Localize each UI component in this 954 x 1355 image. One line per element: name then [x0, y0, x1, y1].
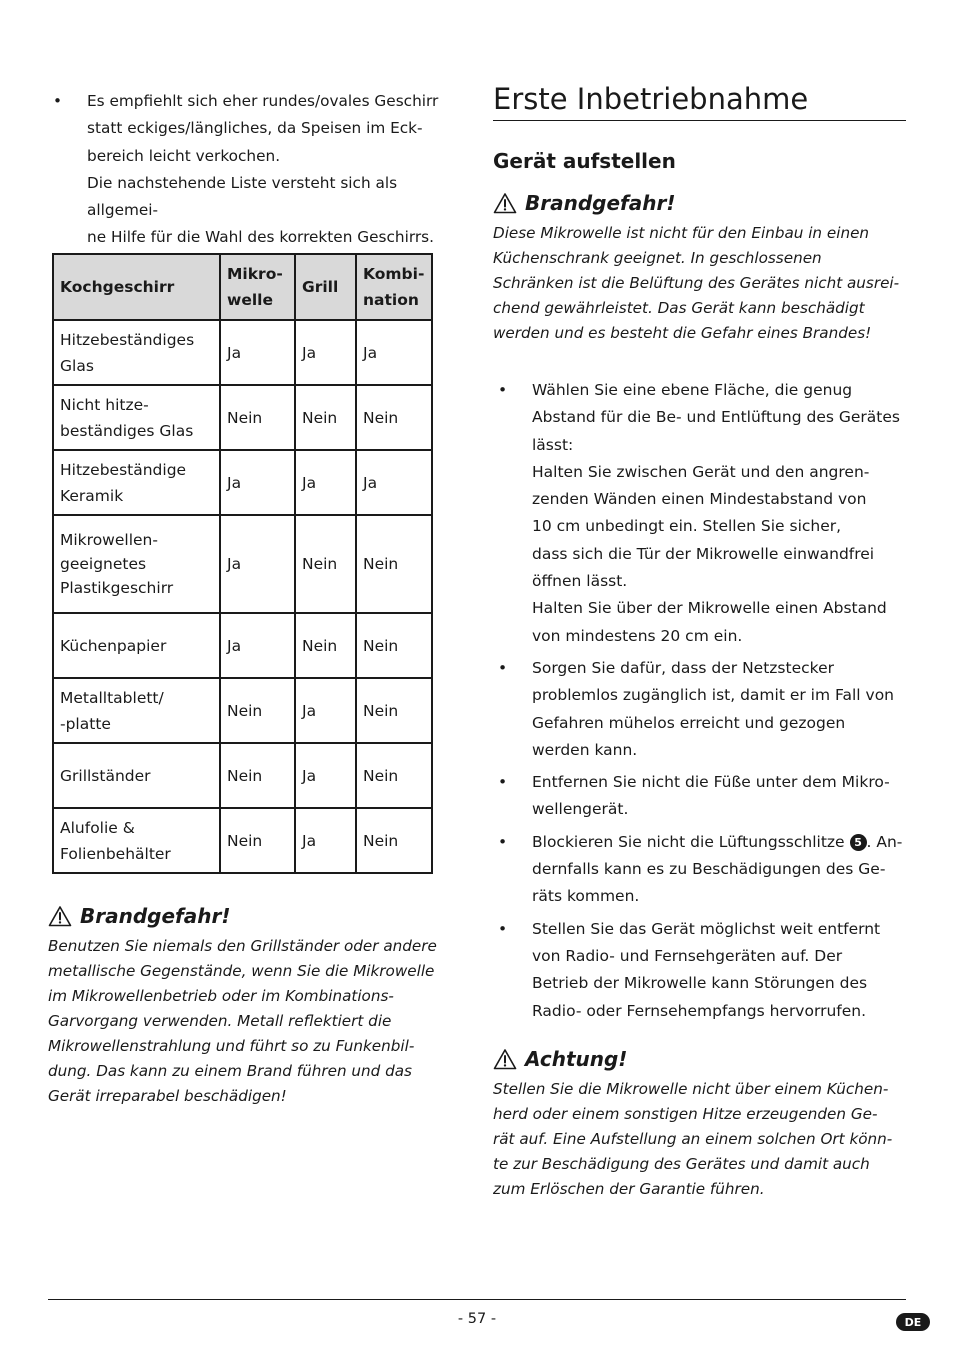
fire-warning-left [48, 904, 462, 1109]
list-item: • Blockieren Sie nicht die Lüftungsschlitze 5 . An- dernfalls kann es zu Beschädigungen des Ge- räts kommen. [493, 829, 906, 911]
table-row [53, 808, 432, 873]
cell-mikrowelle: Nein [220, 385, 295, 450]
advice-line: bereich leicht verkochen. [87, 146, 281, 165]
cell-grill: Nein [295, 613, 356, 678]
cell-mikrowelle: Ja [220, 515, 295, 613]
cell-kombi: Nein [356, 808, 432, 873]
page-title: Erste Inbetriebnahme [493, 82, 809, 116]
cell-grill: Ja [295, 450, 356, 515]
advice-line: statt eckiges/längliches, da Speisen im Eck- [87, 119, 423, 138]
warning-text: Benutzen Sie niemals den Grillständer oder andere metallische Gegenstände, wenn Sie die Mikrowelle im Mikrowellenbetrieb oder im Kombinations- Garvorgang verwenden. Metall reflektiert die Mikrowellenstrahlung und führt so zu Funkenbil- dung. Das kann zu einem Brand führen und das Gerät irreparabel beschädigen! [48, 937, 437, 1105]
cookware-table [52, 253, 433, 874]
cell-name: Alufolie & Folienbehälter [53, 808, 220, 873]
warning-text: Diese Mikrowelle ist nicht für den Einbau in einen Küchenschrank geeignet. In geschlossenen Schränken ist die Belüftung des Gerätes nicht ausrei- chend gewährleistet. Das Gerät kann beschädigt werden und es besteht die Gefahr eines Brandes! [493, 224, 900, 342]
table-row [53, 515, 432, 613]
warning-heading: Brandgefahr! [493, 191, 906, 215]
list-item: • Wählen Sie eine ebene Fläche, die genug Abstand für die Be- und Entlüftung des Gerätes lässt: Halten Sie zwischen Gerät und den angren- zenden Wänden einen Mindestabstand von 10 cm unbedingt ein. Stellen Sie sicher, dass sich die Tür der Mikrowelle einwandfrei öffnen lässt. Halten Sie über der Mikrowelle einen Abstand von mindestens 20 cm ein. [493, 377, 906, 650]
setup-instructions-list [493, 377, 906, 1025]
header-kochgeschirr: Kochgeschirr [53, 254, 220, 320]
cell-name: Grillständer [53, 743, 220, 808]
right-column [493, 78, 906, 1202]
cell-mikrowelle: Nein [220, 678, 295, 743]
title-rule [493, 120, 906, 121]
cell-kombi: Nein [356, 613, 432, 678]
cell-grill: Ja [295, 678, 356, 743]
cell-grill: Ja [295, 743, 356, 808]
warning-triangle-icon [493, 192, 517, 214]
list-item: • Stellen Sie das Gerät möglichst weit entfernt von Radio- und Fernsehgeräten auf. Der Betrieb der Mikrowelle kann Störungen des Radio- oder Fernsehempfangs hervorrufen. [493, 916, 906, 1025]
cell-kombi: Nein [356, 385, 432, 450]
warning-triangle-icon [493, 1048, 517, 1070]
cell-kombi: Ja [356, 450, 432, 515]
cell-name: Nicht hitze- beständiges Glas [53, 385, 220, 450]
cell-name: Küchenpapier [53, 613, 220, 678]
cell-grill: Ja [295, 320, 356, 385]
cell-mikrowelle: Nein [220, 743, 295, 808]
cell-grill: Nein [295, 515, 356, 613]
table-header-row [53, 254, 432, 320]
cell-kombi: Ja [356, 320, 432, 385]
cell-name: Hitzebeständige Keramik [53, 450, 220, 515]
table-row [53, 613, 432, 678]
tableware-advice-list [48, 88, 462, 252]
list-item [48, 88, 462, 252]
table-row [53, 678, 432, 743]
table-row [53, 320, 432, 385]
footer-rule [48, 1299, 906, 1300]
warning-heading: Brandgefahr! [48, 904, 462, 928]
cell-kombi: Nein [356, 515, 432, 613]
left-column [48, 88, 462, 1105]
warning-text: Stellen Sie die Mikrowelle nicht über einem Küchen- herd oder einem sonstigen Hitze erzeugenden Ge- rät auf. Eine Aufstellung an einem solchen Ort könn- te zur Beschädigung des Gerätes und damit auch zum Erlöschen der Garantie führen. [493, 1079, 893, 1198]
cell-grill: Ja [295, 808, 356, 873]
header-mikrowelle: Mikro- welle [220, 254, 295, 320]
section-heading: Gerät aufstellen [493, 149, 676, 173]
warning-triangle-icon [48, 905, 72, 927]
list-item: • Sorgen Sie dafür, dass der Netzstecker problemlos zugänglich ist, damit er im Fall von Gefahren mühelos erreicht und gezogen werden kann. [493, 655, 906, 764]
advice-line: • Es empfiehlt sich eher rundes/ovales Geschirr [87, 92, 439, 110]
cell-name: Hitzebeständiges Glas [53, 320, 220, 385]
table-row [53, 743, 432, 808]
part-reference-badge: 5 [850, 834, 867, 851]
table-row [53, 450, 432, 515]
advice-line: Die nachstehende Liste versteht sich als allgemei- [87, 173, 398, 220]
page-number: - 57 - [457, 1311, 497, 1327]
cell-kombi: Nein [356, 743, 432, 808]
cell-mikrowelle: Ja [220, 320, 295, 385]
advice-line: ne Hilfe für die Wahl des korrekten Geschirrs. [87, 228, 434, 247]
fire-warning-right [493, 191, 906, 346]
language-badge: DE [896, 1313, 930, 1331]
cell-mikrowelle: Ja [220, 613, 295, 678]
header-kombination: Kombi- nation [356, 254, 432, 320]
attention-warning [493, 1047, 906, 1202]
cell-grill: Nein [295, 385, 356, 450]
cell-kombi: Nein [356, 678, 432, 743]
cell-mikrowelle: Ja [220, 450, 295, 515]
cell-name: Mikrowellen- geeignetes Plastikgeschirr [53, 515, 220, 613]
header-grill: Grill [295, 254, 356, 320]
table-row [53, 385, 432, 450]
warning-heading: Achtung! [493, 1047, 906, 1071]
cell-name: Metalltablett/ -platte [53, 678, 220, 743]
list-item: • Entfernen Sie nicht die Füße unter dem Mikro- wellengerät. [493, 769, 906, 824]
cell-mikrowelle: Nein [220, 808, 295, 873]
